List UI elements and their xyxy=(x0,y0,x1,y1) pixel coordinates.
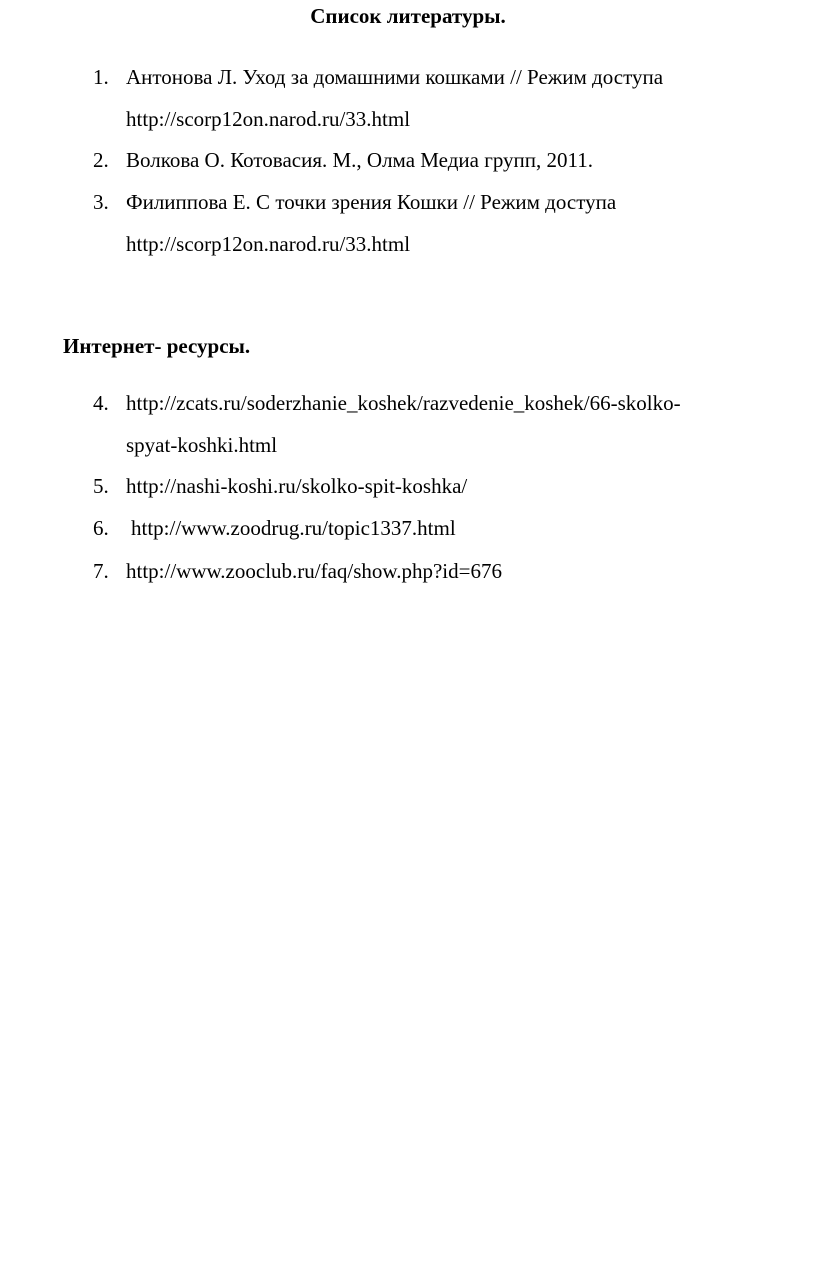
list-item-line: Филиппова Е. С точки зрения Кошки // Режим доступа xyxy=(126,190,617,214)
internet-resources-heading: Интернет- ресурсы. xyxy=(63,334,251,358)
list-item-number: 2. xyxy=(93,148,109,172)
list-item-text xyxy=(131,507,791,549)
list-item-line: Антонова Л. Уход за домашними кошками // Режим доступа xyxy=(126,65,664,89)
list-item-text xyxy=(126,465,786,507)
list-item-link: http://scorp12on.narod.ru/33.html xyxy=(126,107,411,131)
list-item-link: http://scorp12on.narod.ru/33.html xyxy=(126,232,411,256)
list-item-text xyxy=(126,139,786,181)
list-item-text xyxy=(126,181,786,265)
list-item-link: http://www.zoodrug.ru/topic1337.html xyxy=(131,516,456,540)
list-item-number: 6. xyxy=(93,516,109,540)
list-item-text xyxy=(126,550,786,592)
list-item-number: 4. xyxy=(93,391,109,415)
list-item-number: 5. xyxy=(93,474,109,498)
list-item-text xyxy=(126,382,786,466)
list-item-link: http://zcats.ru/soderzhanie_koshek/razvedenie_koshek/66-skolko- xyxy=(126,391,681,415)
list-item-link: http://nashi-koshi.ru/skolko-spit-koshka/ xyxy=(126,474,468,498)
list-item-link: http://www.zooclub.ru/faq/show.php?id=676 xyxy=(126,559,502,583)
list-item-line: Волкова О. Котовасия. М., Олма Медиа групп, 2011. xyxy=(126,148,593,172)
literature-heading: Список литературы. xyxy=(310,4,506,28)
list-item-number: 3. xyxy=(93,190,109,214)
list-item-number: 7. xyxy=(93,559,109,583)
list-item-link-continuation: spyat-koshki.html xyxy=(126,433,278,457)
list-item-text xyxy=(126,56,786,140)
list-item-number: 1. xyxy=(93,65,109,89)
